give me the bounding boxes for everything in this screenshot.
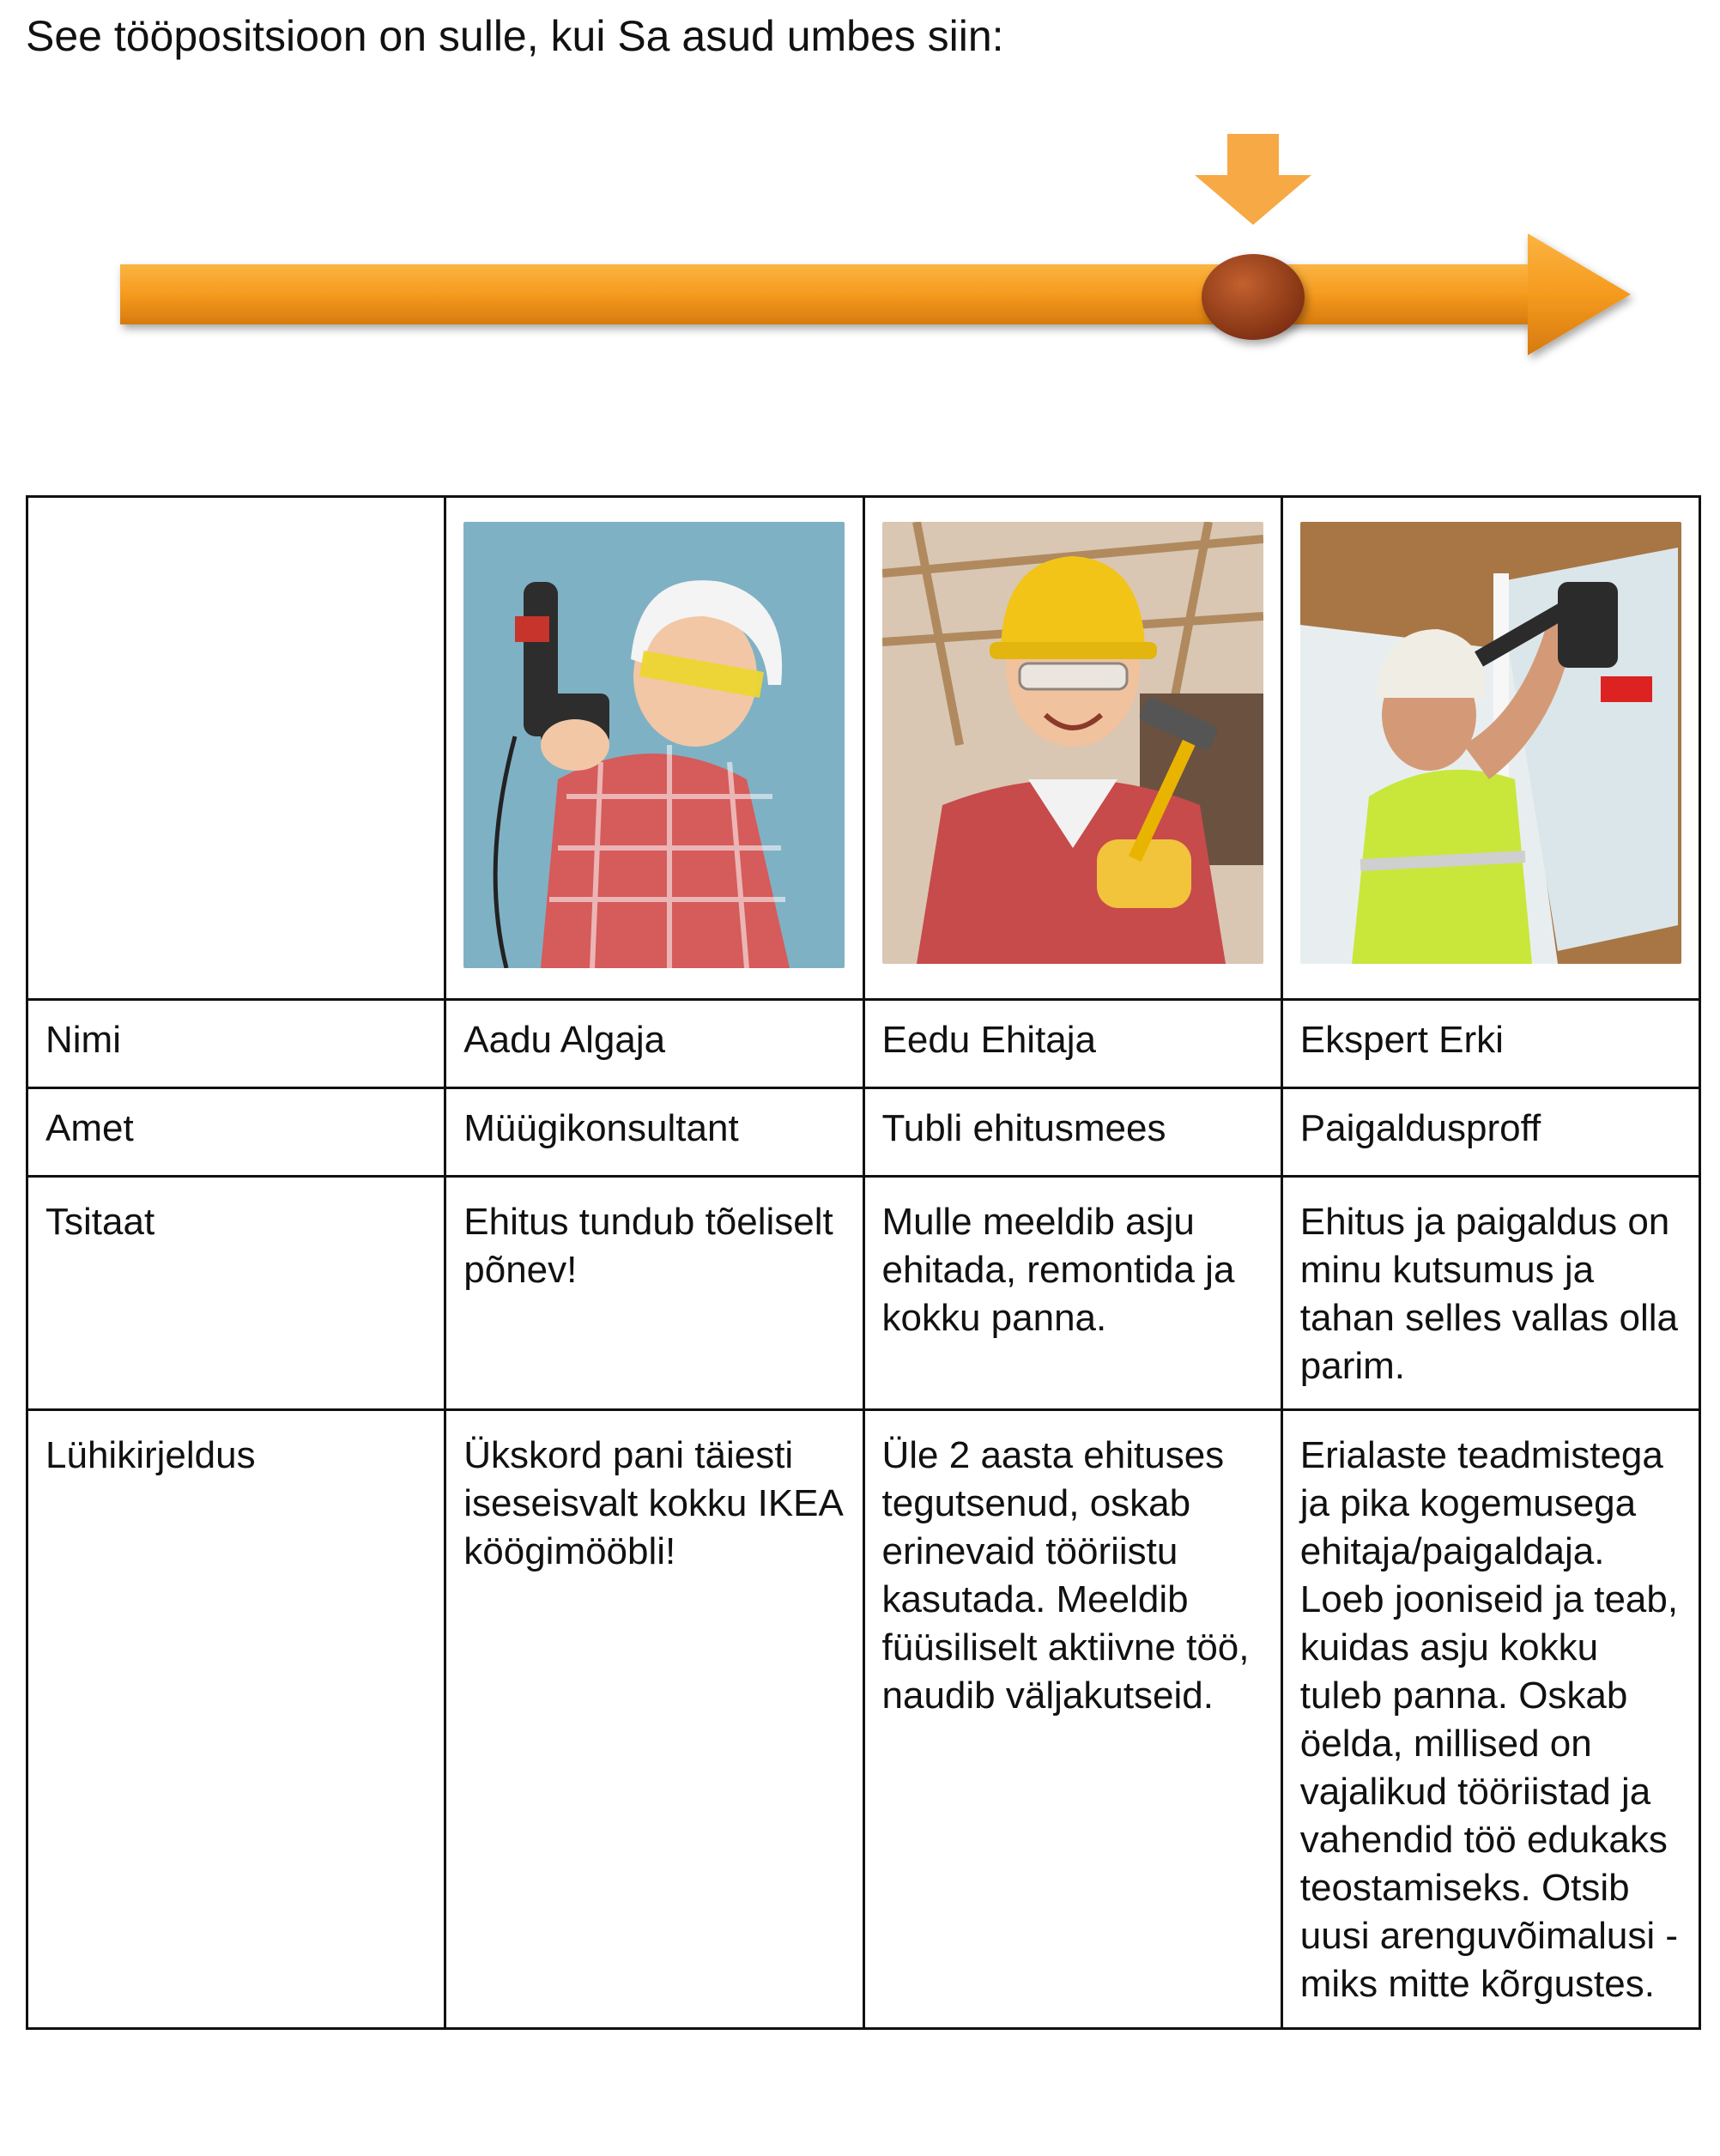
- persona-table: [26, 495, 1701, 2030]
- page-heading: See tööpositsioon on sulle, kui Sa asud umbes siin:: [26, 12, 1004, 60]
- cell-description-expert: Erialaste teadmistega ja pika kogemusega ehitaja/paigaldaja. Loeb jooniseid ja teab, kuidas asju kokku tuleb panna. Oskab öelda, millised on vajalikud tööriistad ja vahendid töö edukaks teostamiseks. Otsib uusi arenguvõimalusi - miks mitte kõrgustes.: [1281, 1410, 1699, 2029]
- row-label-description: Lühikirjeldus: [27, 1410, 445, 2029]
- photo-header-empty: [27, 497, 445, 1000]
- experience-timeline: [103, 112, 1648, 386]
- expert-worker-photo: [1300, 522, 1681, 964]
- cell-name-beginner: Aadu Algaja: [445, 1000, 863, 1088]
- photo-cell-beginner: [445, 497, 863, 1000]
- cell-name-expert: Ekspert Erki: [1281, 1000, 1699, 1088]
- photo-cell-expert: [1281, 497, 1699, 1000]
- cell-profession-beginner: Müügikonsultant: [445, 1088, 863, 1177]
- row-label-name: Nimi: [27, 1000, 445, 1088]
- cell-description-builder: Üle 2 aasta ehituses tegutsenud, oskab erinevaid tööriistu kasutada. Meeldib füüsiliselt aktiivne töö, naudib väljakutseid.: [863, 1410, 1281, 2029]
- row-label-quote: Tsitaat: [27, 1177, 445, 1410]
- cell-name-builder: Eedu Ehitaja: [863, 1000, 1281, 1088]
- cell-quote-beginner: Ehitus tundub tõeliselt põnev!: [445, 1177, 863, 1410]
- cell-quote-expert: Ehitus ja paigaldus on minu kutsumus ja tahan selles vallas olla parim.: [1281, 1177, 1699, 1410]
- cell-profession-builder: Tubli ehitusmees: [863, 1088, 1281, 1177]
- beginner-worker-photo: [463, 522, 845, 968]
- timeline-arrow: [120, 233, 1631, 355]
- cell-quote-builder: Mulle meeldib asju ehitada, remontida ja kokku panna.: [863, 1177, 1281, 1410]
- position-marker: [1202, 254, 1305, 340]
- position-pointer-icon: [1195, 134, 1311, 225]
- cell-description-beginner: Ükskord pani täiesti iseseisvalt kokku IKEA köögimööbli!: [445, 1410, 863, 2029]
- cell-profession-expert: Paigaldusproff: [1281, 1088, 1699, 1177]
- builder-worker-photo: [882, 522, 1263, 964]
- photo-cell-builder: [863, 497, 1281, 1000]
- row-label-profession: Amet: [27, 1088, 445, 1177]
